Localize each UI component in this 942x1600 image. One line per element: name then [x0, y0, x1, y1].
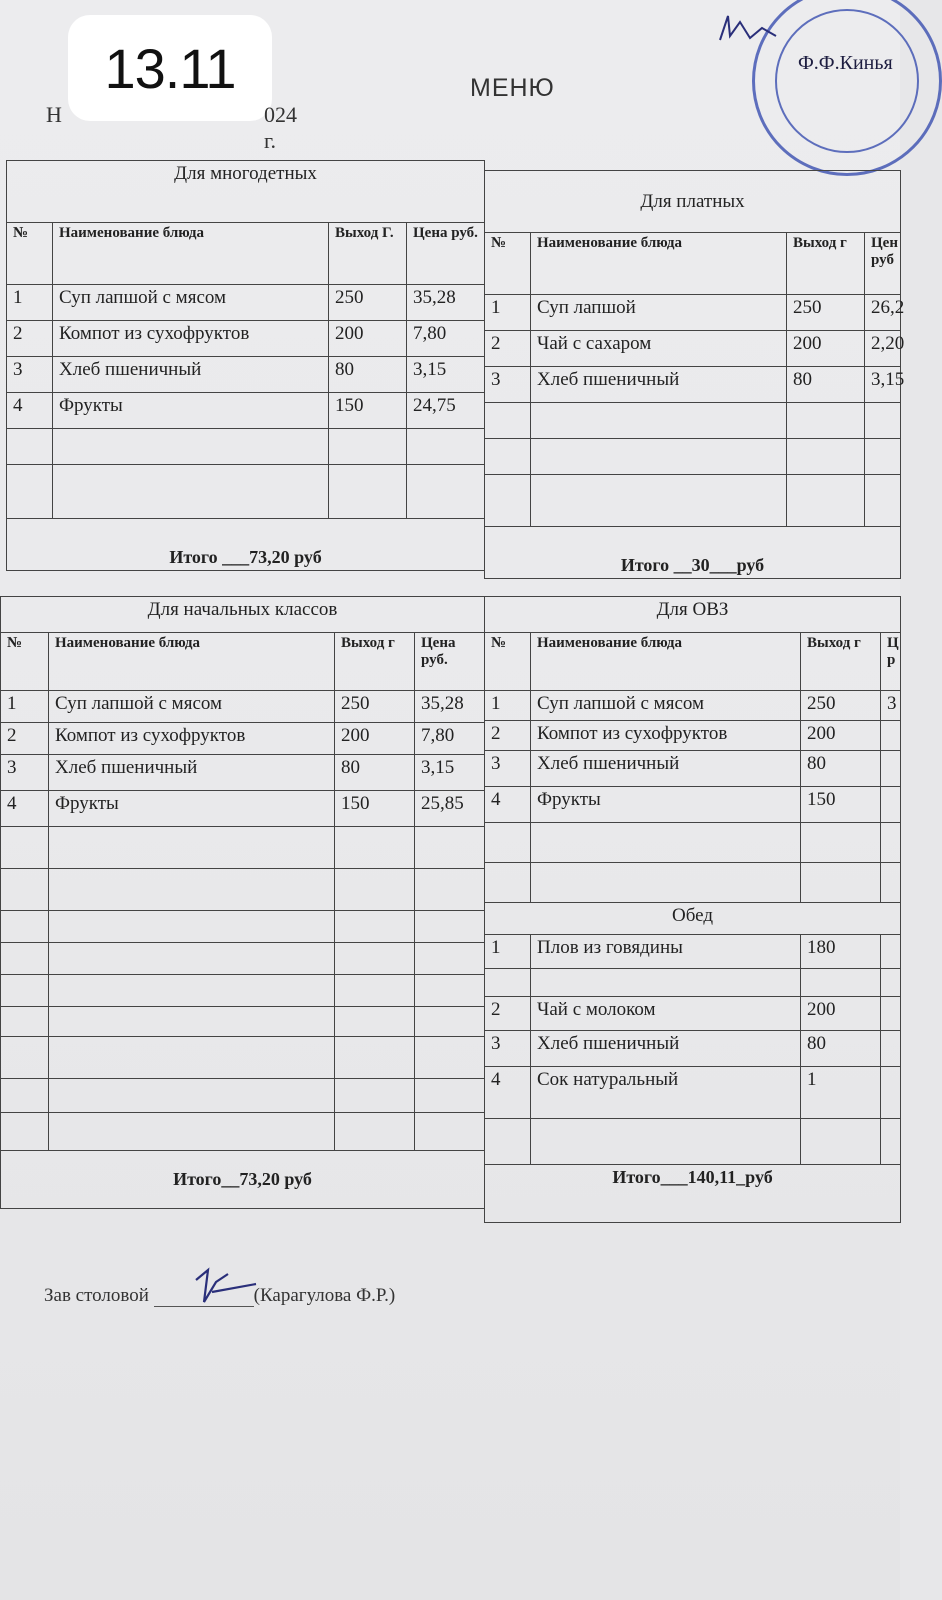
empty-row [485, 439, 901, 475]
col-out: Выход г [801, 633, 881, 691]
col-num: № [7, 223, 53, 285]
row-num: 2 [485, 997, 531, 1031]
empty-row [485, 475, 901, 527]
row-out: 80 [787, 367, 865, 403]
page-title: МЕНЮ [470, 74, 555, 102]
empty-row [1, 911, 485, 943]
row-price: 35,28 [407, 285, 485, 321]
row-num: 2 [1, 723, 49, 755]
table-row [7, 357, 485, 393]
row-out: 200 [335, 723, 415, 755]
section-title: Для многодетных [7, 161, 485, 223]
row-price: 3,15 [407, 357, 485, 393]
row-price: 3,15 [415, 755, 485, 791]
row-out: 200 [787, 331, 865, 367]
date-badge: 13.11 [68, 15, 272, 121]
header-year: 024 г. [264, 102, 297, 153]
row-name: Компот из сухофруктов [531, 721, 801, 751]
row-num: 3 [485, 751, 531, 787]
col-name: Наименование блюда [53, 223, 329, 285]
row-out: 80 [335, 755, 415, 791]
table-row [485, 751, 901, 787]
row-name: Компот из сухофруктов [49, 723, 335, 755]
row-price: 7,80 [407, 321, 485, 357]
director-signature [716, 10, 786, 50]
table-primary [0, 596, 485, 1209]
row-out: 250 [335, 691, 415, 723]
total-primary: Итого__73,20 руб [1, 1151, 485, 1209]
row-name: Хлеб пшеничный [531, 751, 801, 787]
row-out: 250 [787, 295, 865, 331]
empty-row [1, 1037, 485, 1079]
row-price [881, 721, 901, 751]
empty-row [485, 403, 901, 439]
empty-row [1, 1079, 485, 1113]
empty-row [1, 975, 485, 1007]
row-name: Суп лапшой с мясом [531, 691, 801, 721]
col-out: Выход г [787, 233, 865, 295]
col-price: Цена руб. [415, 633, 485, 691]
table-row [1, 755, 485, 791]
row-out: 200 [329, 321, 407, 357]
row-name: Хлеб пшеничный [49, 755, 335, 791]
table-row [485, 331, 901, 367]
table-row [485, 1067, 901, 1119]
row-num: 3 [7, 357, 53, 393]
row-num: 4 [1, 791, 49, 827]
empty-row [1, 943, 485, 975]
table-row [485, 787, 901, 823]
col-price: Цена руб. [407, 223, 485, 285]
row-price: 7,80 [415, 723, 485, 755]
col-price: Цен руб [865, 233, 901, 295]
row-out: 80 [329, 357, 407, 393]
row-num: 4 [485, 787, 531, 823]
row-num: 1 [485, 935, 531, 969]
row-price [881, 751, 901, 787]
table-paid [484, 170, 905, 579]
header-prefix: Н [46, 102, 62, 127]
footer-name: (Карагулова Ф.Р.) [253, 1285, 396, 1306]
row-price: 24,75 [407, 393, 485, 429]
table-row [1, 691, 485, 723]
table-row [1, 791, 485, 827]
col-name: Наименование блюда [49, 633, 335, 691]
manager-signature [186, 1262, 266, 1314]
empty-row [485, 863, 901, 903]
row-num: 1 [7, 285, 53, 321]
row-num: 4 [7, 393, 53, 429]
row-name: Компот из сухофруктов [53, 321, 329, 357]
table-row [485, 935, 901, 969]
row-num: 3 [485, 367, 531, 403]
row-name: Фрукты [53, 393, 329, 429]
col-name: Наименование блюда [531, 233, 787, 295]
table-ovz [484, 596, 901, 1223]
header-date [46, 102, 297, 153]
table-row [485, 691, 901, 721]
total-multichild: Итого ___73,20 руб [7, 519, 485, 571]
row-out: 80 [801, 751, 881, 787]
footer-label: Зав столовой [44, 1285, 149, 1306]
total-ovz: Итого___140,11_руб [485, 1165, 901, 1223]
row-out: 150 [335, 791, 415, 827]
empty-row [485, 823, 901, 863]
row-name: Суп лапшой [531, 295, 787, 331]
table-row [485, 295, 901, 331]
row-out: 150 [801, 787, 881, 823]
empty-row [1, 869, 485, 911]
row-num: 1 [485, 691, 531, 721]
table-row [485, 1031, 901, 1067]
row-num: 1 [1, 691, 49, 723]
empty-row [485, 969, 901, 997]
empty-row [7, 429, 485, 465]
row-out: 180 [801, 935, 881, 969]
row-out: 200 [801, 721, 881, 751]
empty-row [7, 465, 485, 519]
row-price [881, 787, 901, 823]
empty-row [1, 1007, 485, 1037]
section-title: Для начальных классов [1, 597, 485, 633]
section-title: Для ОВЗ [485, 597, 901, 633]
table-row [7, 393, 485, 429]
row-out: 1 [801, 1067, 881, 1119]
col-num: № [485, 633, 531, 691]
empty-row [485, 1119, 901, 1165]
row-out: 250 [329, 285, 407, 321]
table-multichild [6, 160, 485, 571]
col-num: № [1, 633, 49, 691]
row-out: 200 [801, 997, 881, 1031]
total-paid: Итого __30___руб [485, 527, 901, 579]
row-name: Фрукты [49, 791, 335, 827]
row-name: Хлеб пшеничный [531, 1031, 801, 1067]
table-row [485, 721, 901, 751]
empty-row [1, 1113, 485, 1151]
row-num: 2 [7, 321, 53, 357]
row-num: 2 [485, 331, 531, 367]
lunch-title: Обед [485, 903, 901, 935]
row-name: Сок натуральный [531, 1067, 801, 1119]
row-name: Плов из говядины [531, 935, 801, 969]
row-price: 3,15 [865, 367, 901, 403]
row-price: 35,28 [415, 691, 485, 723]
row-num: 4 [485, 1067, 531, 1119]
col-num: № [485, 233, 531, 295]
row-name: Хлеб пшеничный [53, 357, 329, 393]
table-row [485, 997, 901, 1031]
row-name: Фрукты [531, 787, 801, 823]
row-name: Чай с молоком [531, 997, 801, 1031]
row-num: 2 [485, 721, 531, 751]
row-num: 3 [485, 1031, 531, 1067]
row-out: 150 [329, 393, 407, 429]
table-row [1, 723, 485, 755]
col-out: Выход Г. [329, 223, 407, 285]
row-num: 1 [485, 295, 531, 331]
row-name: Суп лапшой с мясом [53, 285, 329, 321]
row-out: 250 [801, 691, 881, 721]
row-price: 25,85 [415, 791, 485, 827]
row-name: Суп лапшой с мясом [49, 691, 335, 723]
stamp-signatory: Ф.Ф.Кинья [798, 52, 893, 74]
table-row [7, 285, 485, 321]
row-price: 2,20 [865, 331, 901, 367]
row-price: 26,2 [865, 295, 901, 331]
col-out: Выход г [335, 633, 415, 691]
row-name: Чай с сахаром [531, 331, 787, 367]
row-name: Хлеб пшеничный [531, 367, 787, 403]
col-price: Ц р [881, 633, 901, 691]
col-name: Наименование блюда [531, 633, 801, 691]
table-row [7, 321, 485, 357]
table-row [485, 367, 901, 403]
section-title: Для платных [485, 171, 901, 233]
row-price: 3 [881, 691, 901, 721]
row-num: 3 [1, 755, 49, 791]
empty-row [1, 827, 485, 869]
row-out: 80 [801, 1031, 881, 1067]
